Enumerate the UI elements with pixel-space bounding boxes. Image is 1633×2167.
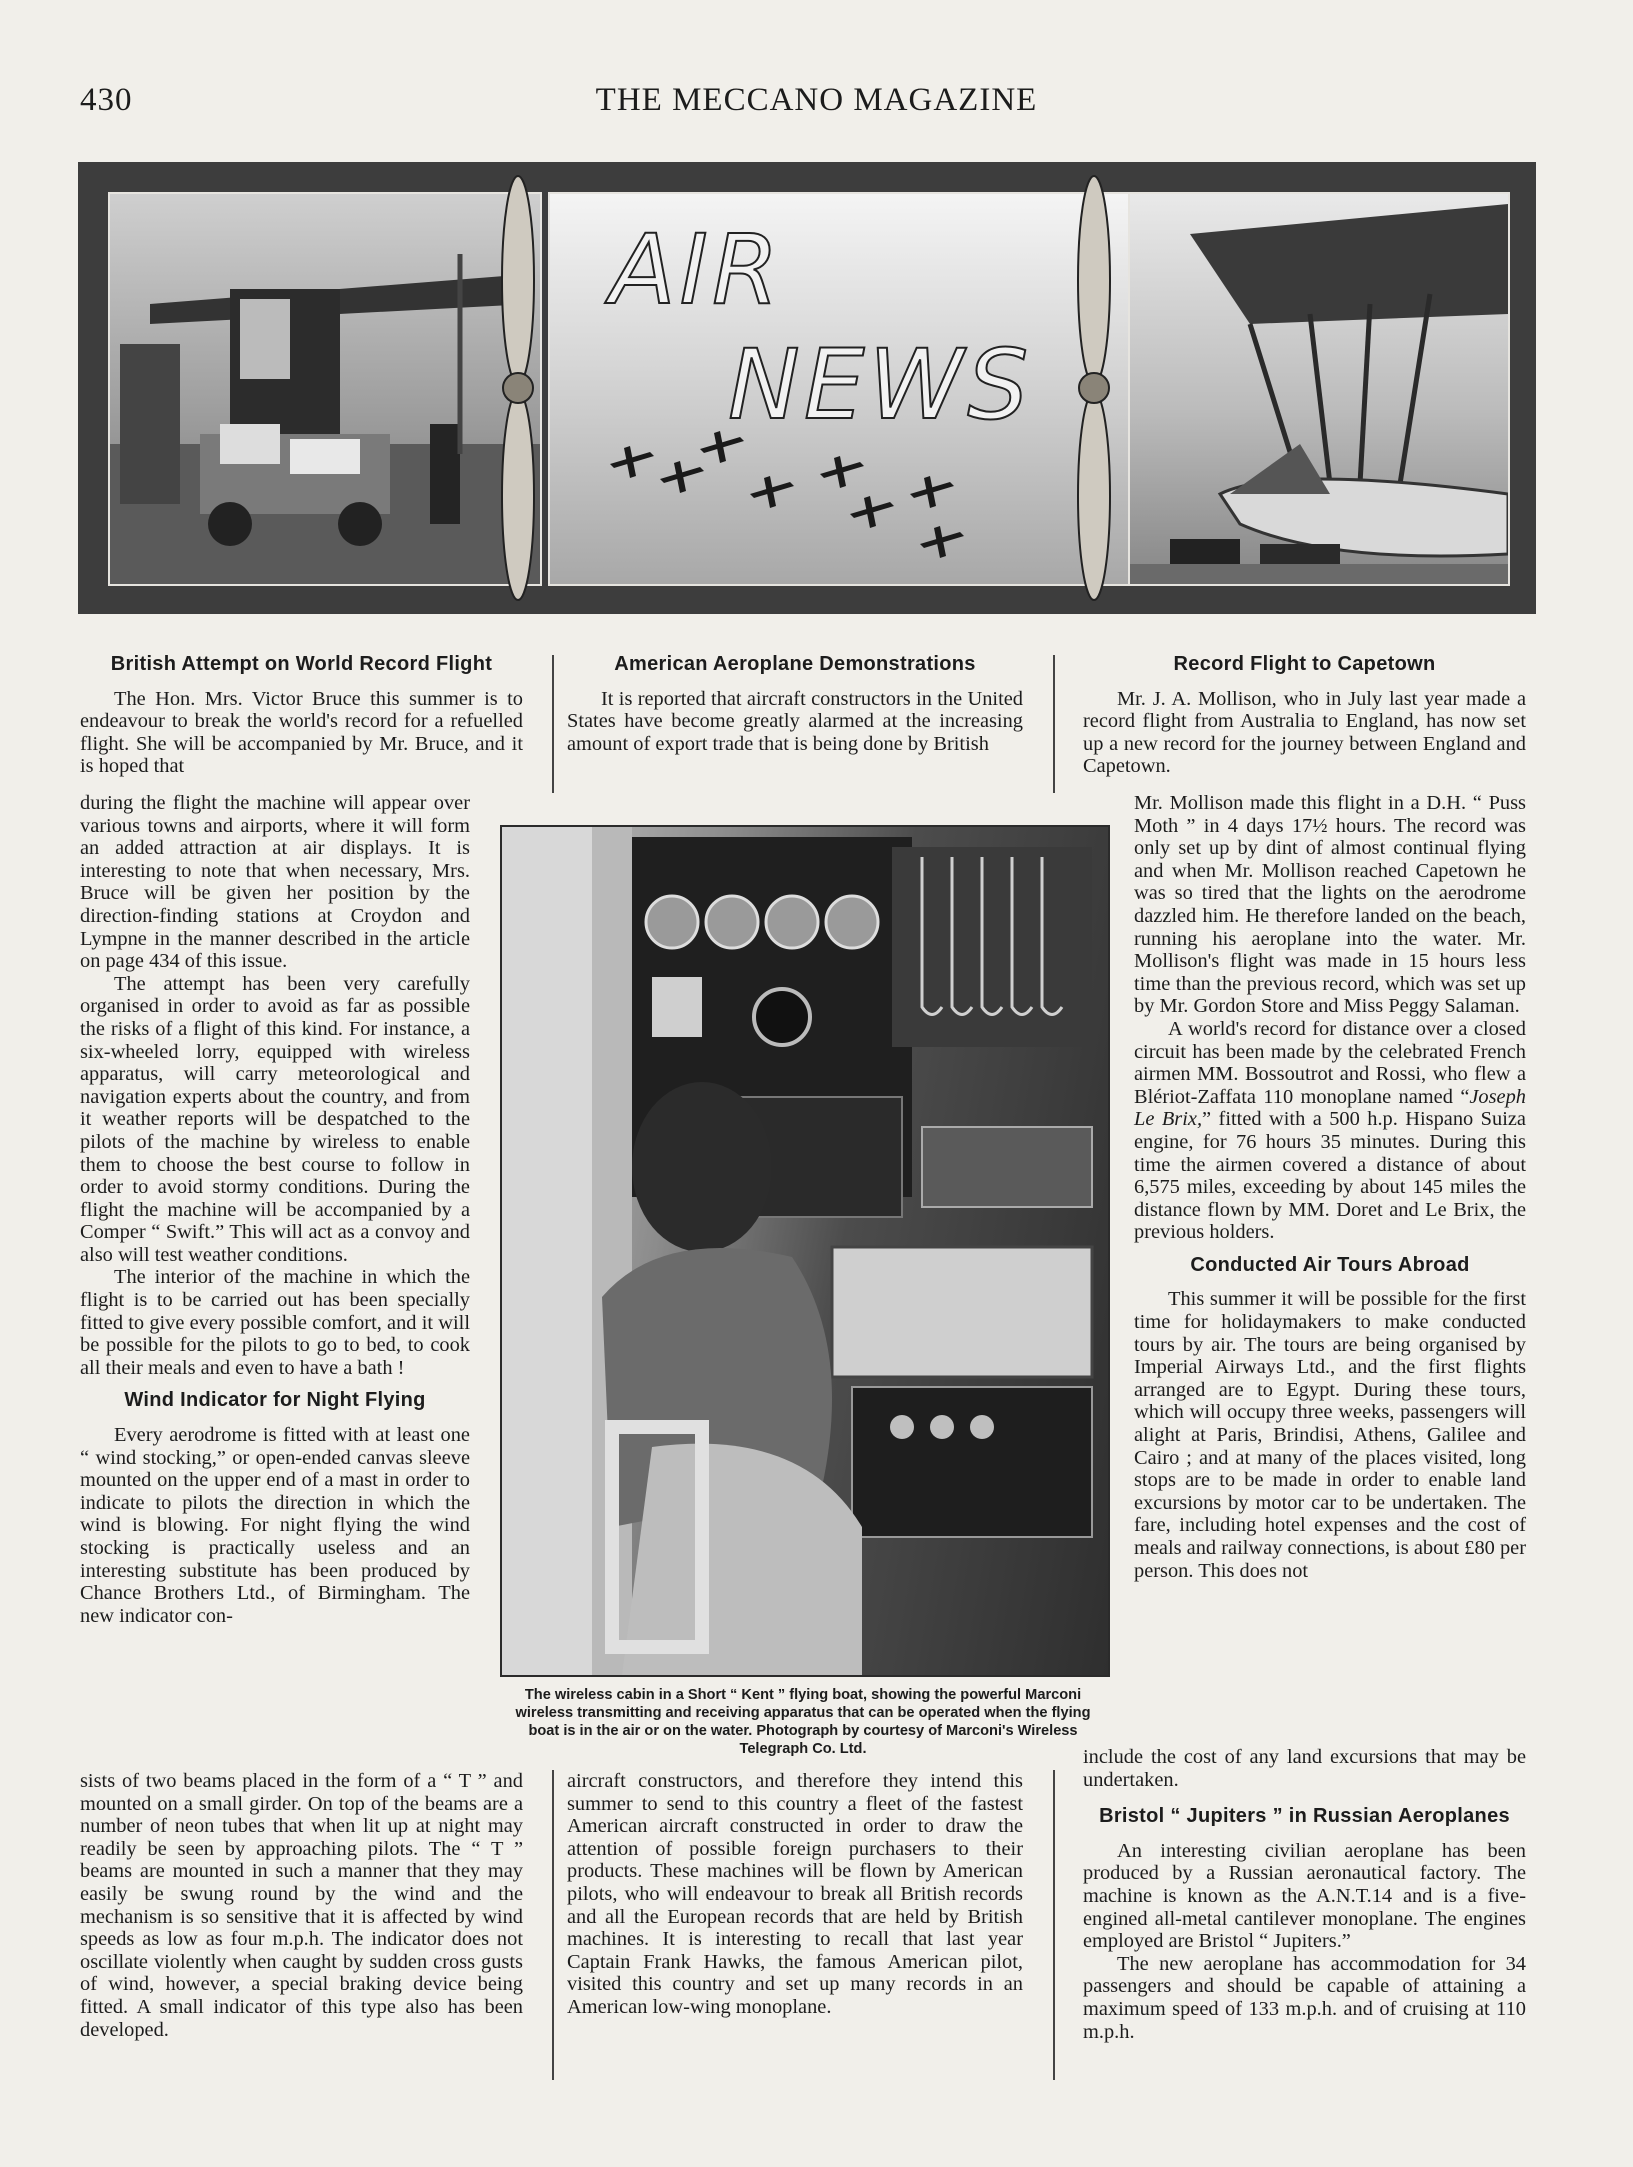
- column-3-continued: [1134, 792, 1526, 1582]
- article-paragraph: sists of two beams placed in the form of a “ T ” and mounted on a small girder. On top of the beams are a number of neon tubes that when lit up at night may readily be seen by approaching pilots. The “ T ” beams are mounted in such a manner that they may easily be swung round by the wind and the mechanism is so sensitive that it is affected by wind speeds as low as four m.p.h. The indicator does not oscillate violently when caught by sudden cross gusts of wind, however, a special braking device being fitted. A small indicator of this type also has been developed.: [80, 1770, 523, 2041]
- article-paragraph: An interesting civilian aeroplane has been produced by a Russian aeronautical factory. The machine is known as the A.N.T.14 and is a five-engined all-metal cantilever monoplane. The engines employed are Bristol “ Jupiters.”: [1083, 1839, 1526, 1953]
- article-paragraph: This summer it will be possible for the first time for holidaymakers to make conducted tours by air. The tours are being organised by Imperial Airways Ltd., and the first flights arranged are to Egypt. During these tours, which will occupy three weeks, passengers will alight at Paris, Brindisi, Athens, Galilee and Cairo ; and at many of the places visited, long stops are to be made in order to enable land excursions by motor car to be undertaken. The fare, including hotel expenses and the cost of meals and railway connections, is about £80 per person. This does not: [1134, 1288, 1526, 1582]
- column-1-continued: [80, 792, 470, 1627]
- article-heading: British Attempt on World Record Flight: [110, 653, 493, 675]
- article-heading: Bristol “ Jupiters ” in Russian Aeroplanes: [1099, 1805, 1510, 1828]
- column-1-bottom: [80, 1770, 523, 2041]
- article-paragraph: A world's record for distance over a closed circuit has been made by the celebrated French airmen MM. Bossoutrot and Rossi, who flew a Blériot-Zaffata 110 monoplane named “Joseph Le Brix,” fitted with a 500 h.p. Hispano Suiza engine, for 76 hours 35 minutes. During this time the airmen covered a distance of about 6,575 miles, exceeding by about 145 miles the distance flown by MM. Doret and Le Brix, the previous holders.: [1134, 1017, 1526, 1244]
- propeller-left-icon: [498, 172, 538, 604]
- column-3-bottom: [1083, 1746, 1526, 2043]
- article-heading: Wind Indicator for Night Flying: [124, 1389, 426, 1412]
- column-2-bottom: [567, 1770, 1023, 2019]
- article-paragraph: include the cost of any land excursions that may be undertaken.: [1083, 1746, 1526, 1791]
- magazine-title: THE MECCANO MAGAZINE: [595, 82, 1038, 118]
- column-rule: [1053, 1770, 1055, 2080]
- article-paragraph: The attempt has been very carefully organised in order to avoid as far as possible the risks of a flight of this kind. For instance, a six-wheeled lorry, equipped with wireless apparatus, will carry meteorological and navigation experts about the country, and from it weather reports will be despatched to the pilots of the machine by wireless to enable them to choose the best course to follow in order to avoid stormy conditions. During the flight the machine will be accompanied by a Comper “ Swift.” This will act as a convoy and also will test weather conditions.: [80, 972, 470, 1266]
- article-heading: Conducted Air Tours Abroad: [1190, 1253, 1470, 1276]
- article-paragraph: Mr. J. A. Mollison, who in July last year made a record flight from Australia to England, has now set up a new record for the journey between England and Capetown.: [1083, 687, 1526, 778]
- column-rule: [1053, 655, 1055, 793]
- banner-title-panel: [548, 192, 1152, 586]
- propeller-right-icon: [1074, 172, 1114, 604]
- article-heading: Record Flight to Capetown: [1173, 653, 1436, 675]
- article-paragraph: It is reported that aircraft constructors in the United States have become greatly alarmed at the increasing amount of export trade that is being done by British: [567, 687, 1023, 755]
- article-paragraph: aircraft constructors, and therefore they intend this summer to send to this country a fleet of the fastest American aircraft constructed in order to draw the attention of possible foreign purchasers to their products. These machines will be flown by American pilots, who will endeavour to break all British records and all the European records that are held by British machines. It is interesting to recall that last year Captain Frank Hawks, the famous American pilot, visited this country and set up many records in an American low-wing monoplane.: [567, 1770, 1023, 2018]
- wireless-cabin-photo: [500, 825, 1110, 1677]
- photo-caption: The wireless cabin in a Short “ Kent ” flying boat, showing the powerful Marconi wireless transmitting and receiving apparatus that can be operated when the flying boat is in the air or on the water. Photograph by courtesy of Marconi's Wireless Telegraph Co. Ltd.: [515, 1687, 1091, 1757]
- article-british-record-flight: [80, 653, 523, 778]
- banner-photo-loading-aircraft: [108, 192, 542, 586]
- air-news-banner: [78, 162, 1536, 614]
- article-paragraph: Every aerodrome is fitted with at least one “ wind stocking,” or open-ended canvas sleeve mounted on the upper end of a mast in order to indicate to pilots the direction in which the wind is blowing. For night flying the wind stocking is practically useless and an interesting substitute has been produced by Chance Brothers Ltd., of Birmingham. The new indicator con-: [80, 1424, 470, 1627]
- banner-photo-flying-boat: [1128, 192, 1510, 586]
- article-paragraph: The Hon. Mrs. Victor Bruce this summer is to endeavour to break the world's record for a refuelled flight. She will be accompanied by Mr. Bruce, and it is hoped that: [80, 687, 523, 778]
- banner-title-news: NEWS: [728, 329, 1033, 441]
- banner-title-air: AIR: [610, 214, 783, 326]
- article-american-demonstrations: [567, 653, 1023, 755]
- page-number: 430: [80, 82, 133, 118]
- article-heading: American Aeroplane Demonstrations: [614, 653, 976, 675]
- article-capetown-flight: [1083, 653, 1526, 778]
- column-rule: [552, 1770, 554, 2080]
- article-paragraph: The new aeroplane has accommodation for 34 passengers and should be capable of attaining a maximum speed of 133 m.p.h. and of cruising at 110 m.p.h.: [1083, 1952, 1526, 2043]
- article-paragraph: The interior of the machine in which the flight is to be carried out has been specially fitted to give every possible comfort, and it will be possible for the pilots to go to bed, to cook all their meals and even to have a bath !: [80, 1266, 470, 1379]
- aircraft-name: Joseph Le Brix,: [1134, 1085, 1526, 1131]
- article-paragraph: during the flight the machine will appear over various towns and airports, where it will form an added attraction at air displays. It is interesting to note that when necessary, Mrs. Bruce will be given her position by the direction-finding stations at Croydon and Lympne in the manner described in the article on page 434 of this issue.: [80, 792, 470, 973]
- article-paragraph: Mr. Mollison made this flight in a D.H. “ Puss Moth ” in 4 days 17½ hours. The record was only set up by dint of almost continual flying and when Mr. Mollison reached Capetown he was so tired that the lights on the aerodrome dazzled him. He therefore landed on the beach, running his aeroplane into the water. Mr. Mollison's flight was made in 15 hours less time than the previous record, which was set up by Mr. Gordon Store and Miss Peggy Salaman.: [1134, 792, 1526, 1018]
- column-rule: [552, 655, 554, 793]
